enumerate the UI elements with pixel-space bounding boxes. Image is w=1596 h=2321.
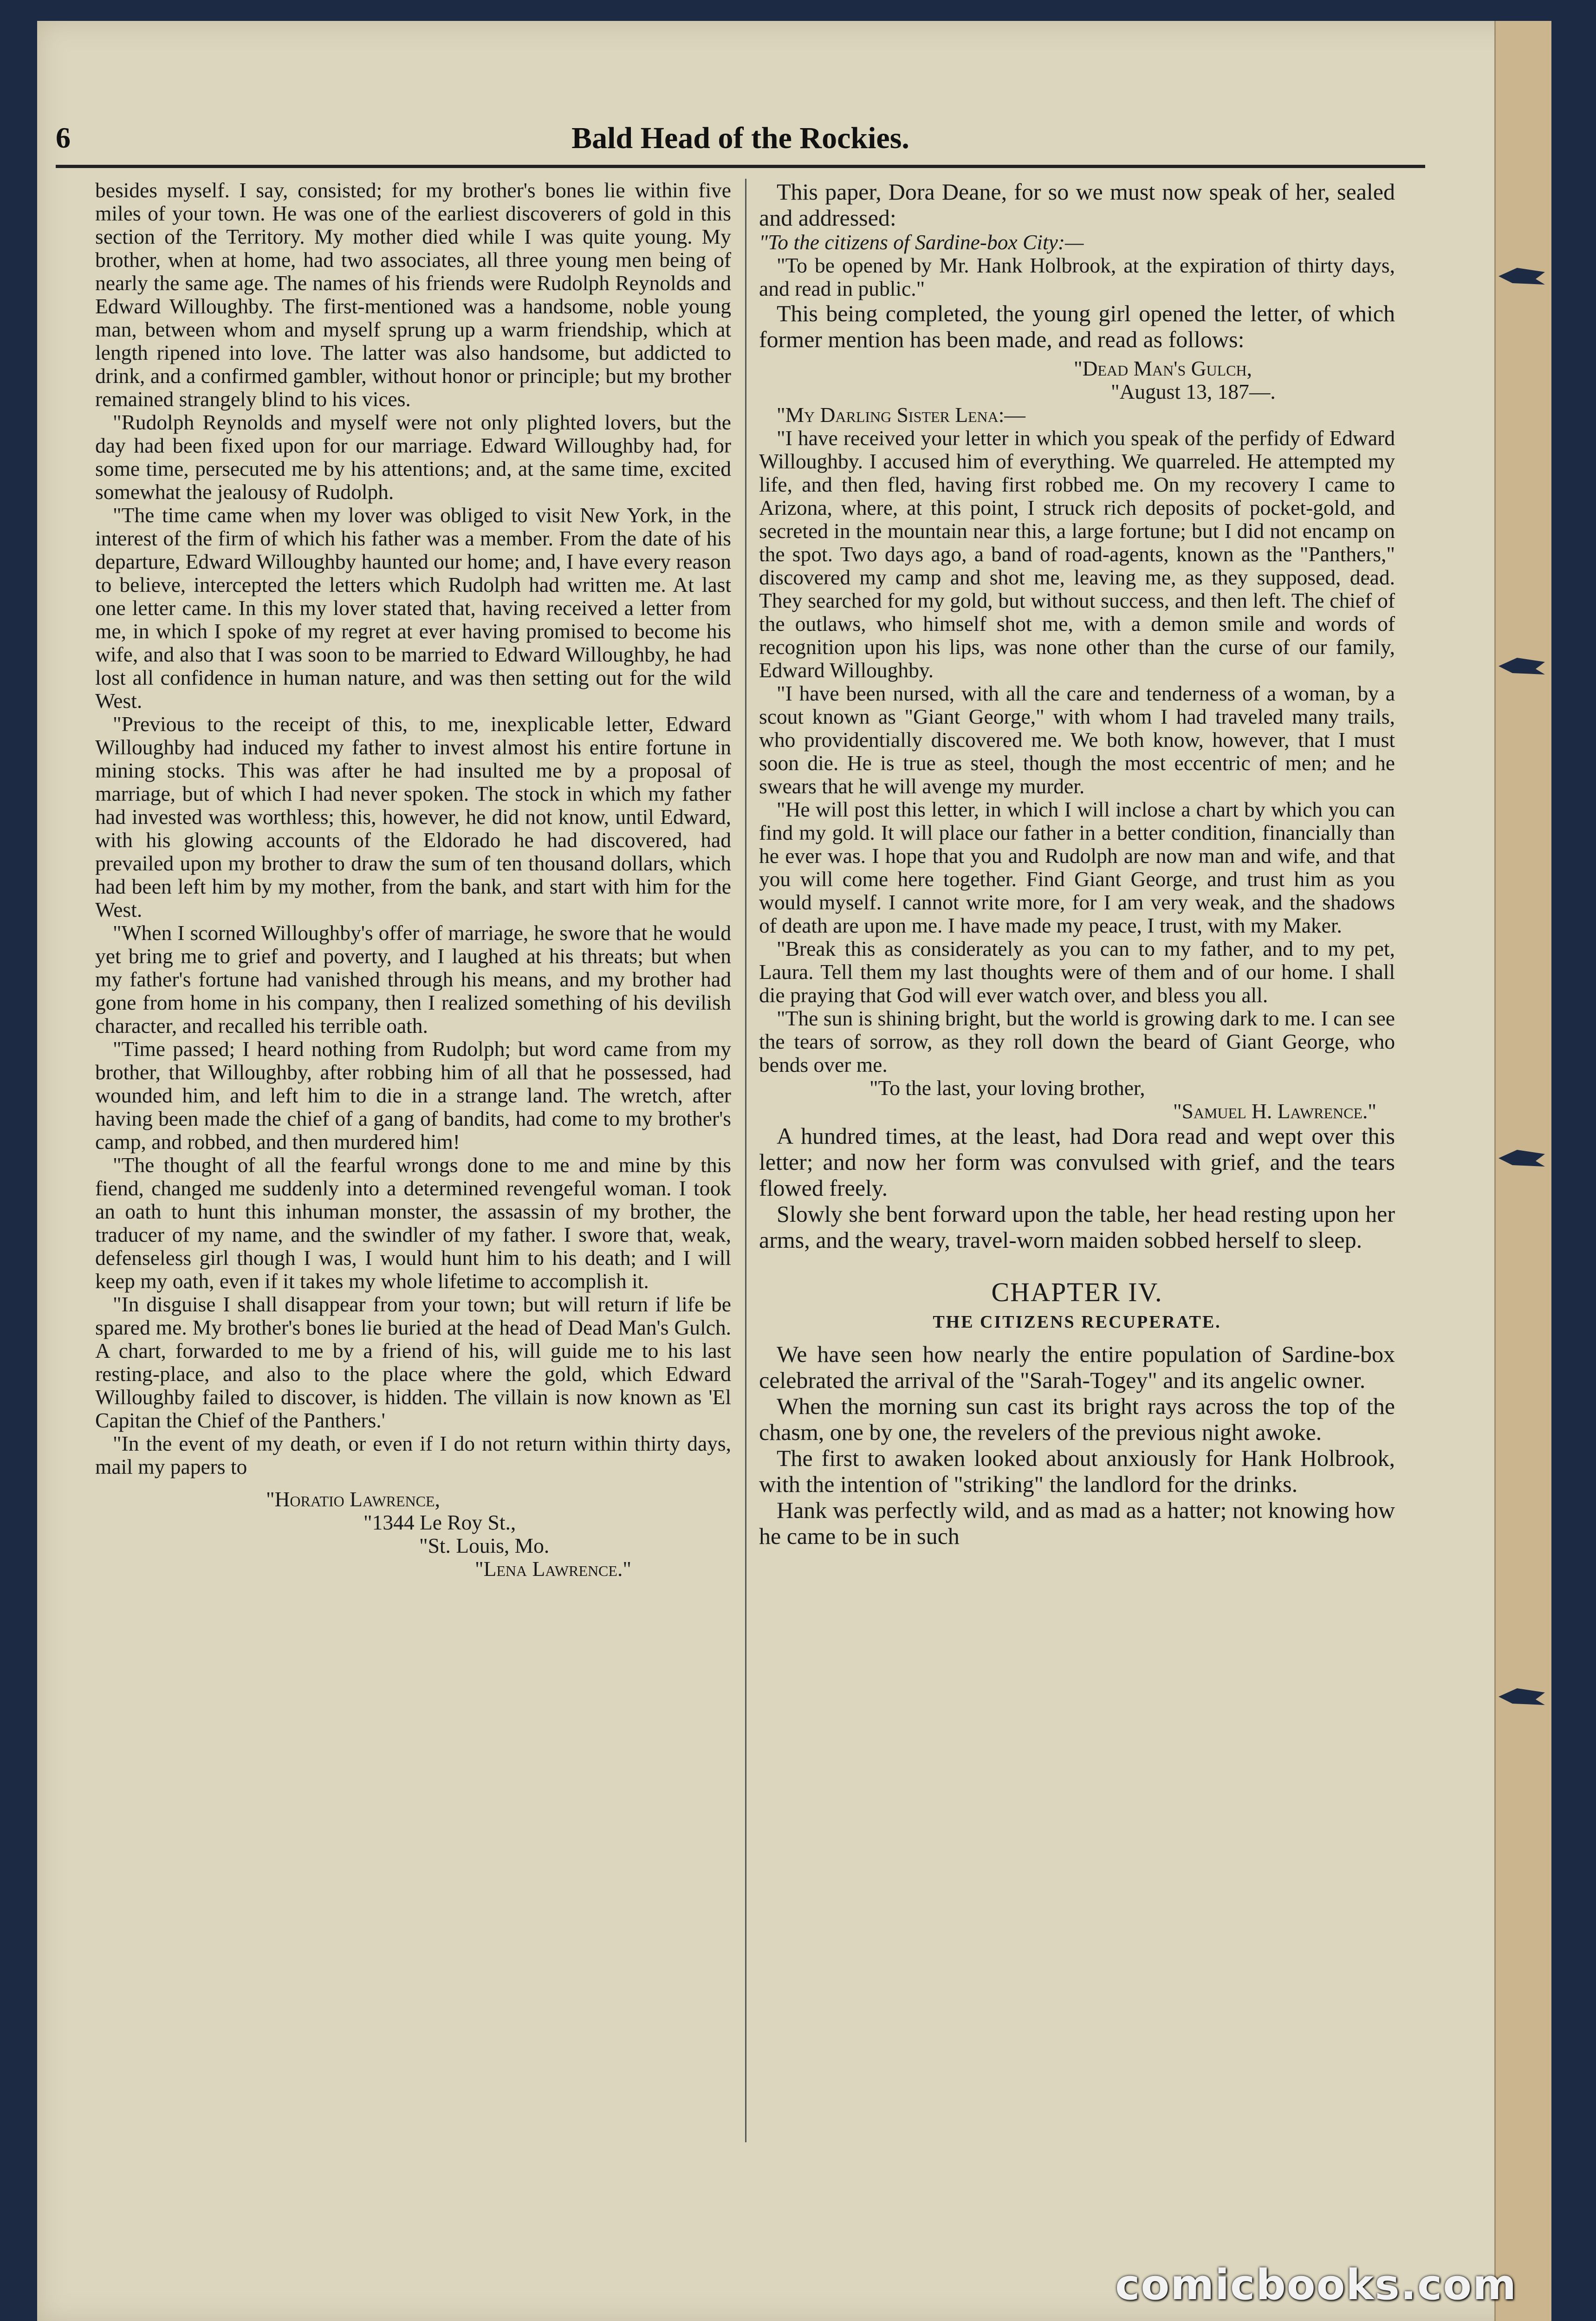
letter-paragraph: "He will post this letter, in which I will inclose a chart by which you can find my gold. It will place our father in a better condition, financially than he ever was. I hope that you and Rudolph are now man and wife, and that you will come here together. Find Giant George, and trust him as you would myself. I cannot write more, for I am very weak, and the shadows of death are upon me. I have made my peace, I trust, with my Maker. (759, 797, 1395, 937)
address-city: "St. Louis, Mo. (419, 1534, 550, 1557)
paragraph: "In disguise I shall disappear from your town; but will return if life be spared me. My brother's bones lie buried at the head of Dead Man's Gulch. A chart, forwarded to me by a friend of his, will guide me to his last resting-place, and also to the place where the gold, which Edward Willoughby failed to discover, is hidden. The villain is now known as 'El Capitan the Chief of the Panthers.' (95, 1292, 731, 1432)
paragraph: Slowly she bent forward upon the table, her head resting upon her arms, and the weary, travel-worn maiden sobbed herself to sleep. (759, 1201, 1395, 1253)
right-column (759, 179, 1395, 1549)
paragraph: "Previous to the receipt of this, to me, inexplicable letter, Edward Willoughby had induced my father to invest almost his entire fortune in mining stocks. This was after he had insulted me by a proposal of marriage, but of which I had never spoken. The stock in which my father had invested was worthless; this, however, he did not know, until Edward, with his glowing accounts of the Eldorado he had discovered, had prevailed upon my brother to draw the sum of ten thousand dollars, which had been left him by my mother, from the bank, and start with him for the West. (95, 712, 731, 921)
address-block (95, 1488, 731, 1581)
paragraph: "In the event of my death, or even if I do not return within thirty days, mail my papers to (95, 1432, 731, 1478)
letter-closing: "To the last, your loving brother, (869, 1076, 1145, 1100)
staple-hole (1499, 652, 1545, 680)
paragraph: A hundred times, at the least, had Dora read and wept over this letter; and now her form was convulsed with grief, and the tears flowed freely. (759, 1123, 1395, 1201)
letter-paragraph: "The sun is shining bright, but the world is growing dark to me. I can see the tears of sorrow, as they roll down the beard of Giant George, who bends over me. (759, 1006, 1395, 1076)
letter-paragraph: "I have been nursed, with all the care and tenderness of a woman, by a scout known as "Giant George," with whom I had traveled many trails, who providentially discovered me. We both know, however, that I must soon die. He is true as steel, though the most eccentric of men; and he swears that he will avenge my murder. (759, 681, 1395, 798)
paragraph: "When I scorned Willoughby's offer of marriage, he swore that he would yet bring me to grief and poverty, and I laughed at his threats; but when my father's fortune had vanished through his means, and my brother had gone from home in his company, then I realized something of his devilish character, and recalled his terrible oath. (95, 921, 731, 1037)
letter-dateline (759, 357, 1395, 403)
letter-paragraph: "Break this as considerately as you can to my father, and to my pet, Laura. Tell them my last thoughts were of them and of our home. I shall die praying that God will ever watch over, and bless you all. (759, 937, 1395, 1007)
instructions-paragraph: "To be opened by Mr. Hank Holbrook, at the expiration of thirty days, and read in public." (759, 253, 1395, 300)
chapter-subtitle: THE CITIZENS RECUPERATE. (933, 1312, 1221, 1332)
staple-hole (1499, 1683, 1545, 1711)
dateline-place: "Dead Man's Gulch, (1074, 357, 1252, 380)
left-column (95, 179, 731, 1581)
column-divider (745, 179, 746, 2142)
watermark-logo: comicbooks.com (1115, 2261, 1517, 2309)
letter-signature: "Samuel H. Lawrence." (1173, 1099, 1376, 1123)
chapter-paragraph: When the morning sun cast its bright rays across the top of the chasm, one by one, the revelers of the previous night awoke. (759, 1393, 1395, 1445)
dateline-date: "August 13, 187—. (1111, 380, 1276, 403)
chapter-paragraph: The first to awaken looked about anxiously for Hank Holbrook, with the intention of "striking" the landlord for the drinks. (759, 1445, 1395, 1497)
letter-paragraph: "I have received your letter in which you speak of the perfidy of Edward Willoughby. I accused him of everything. We quarreled. He attempted my life, and then fled, having first robbed me. On my recovery I came to Arizona, where, at this point, I struck rich deposits of pocket-gold, and secreted in the mountain near this, a large fortune; but I did not encamp on the spot. Two days ago, a band of road-agents, known as the "Panthers," discovered my camp and shot me, leaving me, as they supposed, dead. They searched for my gold, but without success, and then left. The chief of the outlaws, who himself shot me, with a demon smile and words of recognition upon his lips, was none other than the curse of our family, Edward Willoughby. (759, 426, 1395, 682)
page-header-title: Bald Head of the Rockies. (571, 121, 909, 155)
staple-hole (1499, 1144, 1545, 1172)
completion-paragraph: This being completed, the young girl opened the letter, of which former mention has been made, and read as follows: (759, 300, 1395, 352)
letter-salutation: "My Darling Sister Lena:— (777, 403, 1025, 427)
chapter-paragraph: We have seen how nearly the entire population of Sardine-box celebrated the arrival of the "Sarah-Togey" and its angelic owner. (759, 1341, 1395, 1393)
paragraph: "The time came when my lover was obliged to visit New York, in the interest of the firm of which his father was a member. From the date of his departure, Edward Willoughby haunted our home; and, I have every reason to believe, intercepted the letters which Rudolph had written me. At last one letter came. In this my lover stated that, having received a letter from me, in which I spoke of my regret at ever having promised to become his wife, and also that I was soon to be married to Edward Willoughby, he had lost all confidence in human nature, and was then setting out for the wild West. (95, 503, 731, 713)
intro-paragraph: This paper, Dora Deane, for so we must now speak of her, sealed and addressed: (759, 179, 1395, 231)
page-number: 6 (56, 121, 71, 154)
paragraph: "Rudolph Reynolds and myself were not only plighted lovers, but the day had been fixed upon for our marriage. Edward Willoughby had, for some time, persecuted me by his attentions; and, at the same time, excited somewhat the jealousy of Rudolph. (95, 410, 731, 504)
chapter-paragraph: Hank was perfectly wild, and as mad as a hatter; not knowing how he came to be in such (759, 1497, 1395, 1549)
header-rule (56, 165, 1425, 168)
chapter-title: CHAPTER IV. (991, 1277, 1163, 1307)
address-signature: "Lena Lawrence." (475, 1557, 631, 1581)
staple-hole (1499, 262, 1545, 290)
page-spine (1494, 21, 1551, 2321)
addressee-line: "To the citizens of Sardine-box City:— (759, 230, 1084, 254)
paragraph: "The thought of all the fearful wrongs done to me and mine by this fiend, changed me suddenly into a determined revengeful woman. I took an oath to hunt this inhuman monster, the assassin of my brother, the traducer of my name, and the swindler of my father. I swore that, weak, defenseless girl though I was, I would hunt him to his death; and I will keep my oath, even if it takes my whole lifetime to accomplish it. (95, 1153, 731, 1293)
address-name: "Horatio Lawrence, (266, 1487, 440, 1511)
running-head (56, 116, 1425, 167)
paragraph: "Time passed; I heard nothing from Rudolph; but word came from my brother, that Willoughby, after robbing him of all that he possessed, had wounded him, and left him to die in a strange land. The wretch, after having been made the chief of a gang of bandits, had come to my brother's camp, and robbed, and then murdered him! (95, 1037, 731, 1154)
address-street: "1344 Le Roy St., (363, 1511, 516, 1534)
paragraph: besides myself. I say, consisted; for my brother's bones lie within five miles of your town. He was one of the earliest discoverers of gold in this section of the Territory. My mother died while I was quite young. My brother, when at home, had two associates, all three young men being of nearly the same age. The names of his friends were Rudolph Reynolds and Edward Willoughby. The first-mentioned was a handsome, noble young man, between whom and myself sprung up a warm friendship, which at length ripened into love. The latter was also handsome, but addicted to drink, and a confirmed gambler, without honor or principle; but my brother remained strangely blind to his vices. (95, 178, 731, 411)
